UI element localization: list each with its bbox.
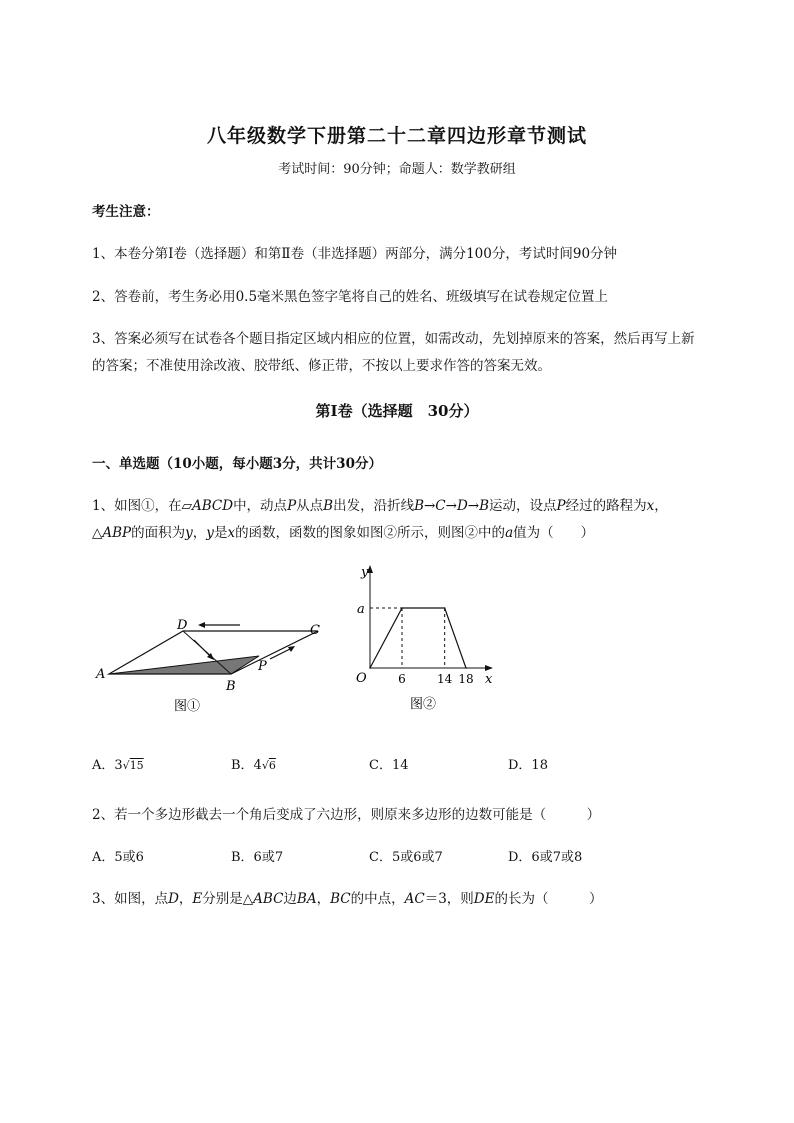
vertex-label: A	[96, 667, 106, 682]
graph-vertex	[444, 607, 446, 609]
x-axis-arrow	[485, 665, 493, 671]
notice-item: 2、答卷前，考生务必用0.5毫米黑色签字笔将自己的姓名、班级填写在试卷规定位置上	[92, 289, 609, 305]
vertex-label: D	[177, 618, 188, 633]
notice-item: 1、本卷分第I卷（选择题）和第Ⅱ卷（非选择题）两部分，满分100分，考试时间90分钟	[92, 246, 618, 262]
question-3: 3、如图，点D，E分别是△ABC边BA，BC的中点，AC＝3，则DE的长为（ ）	[92, 891, 603, 907]
figure-2-graph	[350, 560, 510, 720]
figure-1-caption: 图①	[174, 699, 201, 714]
x-tick-label: 18	[458, 672, 474, 686]
vertex-label: C	[310, 623, 320, 638]
option-d[interactable]: D．6或7或8	[508, 850, 583, 865]
graph-vertex	[465, 667, 467, 669]
option-b[interactable]: B．4√6	[231, 758, 276, 773]
function-graph-line	[370, 608, 466, 668]
vertex-label: B	[226, 679, 236, 694]
exam-info: 考试时间：90分钟；命题人：数学教研组	[278, 162, 516, 177]
question-2: 2、若一个多边形截去一个角后变成了六边形，则原来多边形的边数可能是（ ）	[92, 807, 601, 823]
x-tick-label: 6	[398, 672, 406, 686]
x-tick-label: 14	[437, 672, 453, 686]
graph-vertex	[401, 607, 403, 609]
y-tick-label-a: a	[357, 602, 365, 617]
graph-vertex	[369, 667, 371, 669]
arrow-head	[198, 622, 205, 628]
y-axis-label: y	[361, 565, 369, 580]
question-1-line-2: △ABP的面积为y，y是x的函数，函数的图象如图②所示，则图②中的a值为（ ）	[92, 525, 595, 541]
option-b[interactable]: B．6或7	[231, 850, 284, 865]
option-a[interactable]: A．3√15	[92, 758, 144, 773]
option-c[interactable]: C．5或6或7	[369, 850, 443, 865]
option-c[interactable]: C．14	[369, 758, 409, 773]
option-d[interactable]: D．18	[508, 758, 548, 773]
notice-item: 3、答案必须写在试卷各个题目指定区域内相应的位置，如需改动，先划掉原来的答案，然后再写上新	[92, 331, 695, 347]
figure-2-caption: 图②	[410, 697, 437, 712]
origin-label: O	[356, 671, 367, 686]
page-title: 八年级数学下册第二十二章四边形章节测试	[206, 125, 587, 147]
section-title: 第I卷（选择题 30分）	[315, 402, 479, 420]
notice-heading: 考生注意：	[92, 204, 160, 220]
notice-item-continued: 的答案；不准使用涂改液、胶带纸、修正带，不按以上要求作答的答案无效。	[92, 358, 551, 374]
figure-1-parallelogram	[92, 610, 332, 720]
part-heading: 一、单选题（10小题，每小题3分，共计30分）	[92, 456, 382, 472]
question-1-line-1: 1、如图①，在▱ABCD中，动点P从点B出发，沿折线B→C→D→B运动，设点P经过的路程为x，	[92, 498, 668, 514]
option-a[interactable]: A．5或6	[92, 850, 144, 865]
x-axis-label: x	[485, 672, 493, 687]
vertex-label: P	[258, 659, 267, 674]
